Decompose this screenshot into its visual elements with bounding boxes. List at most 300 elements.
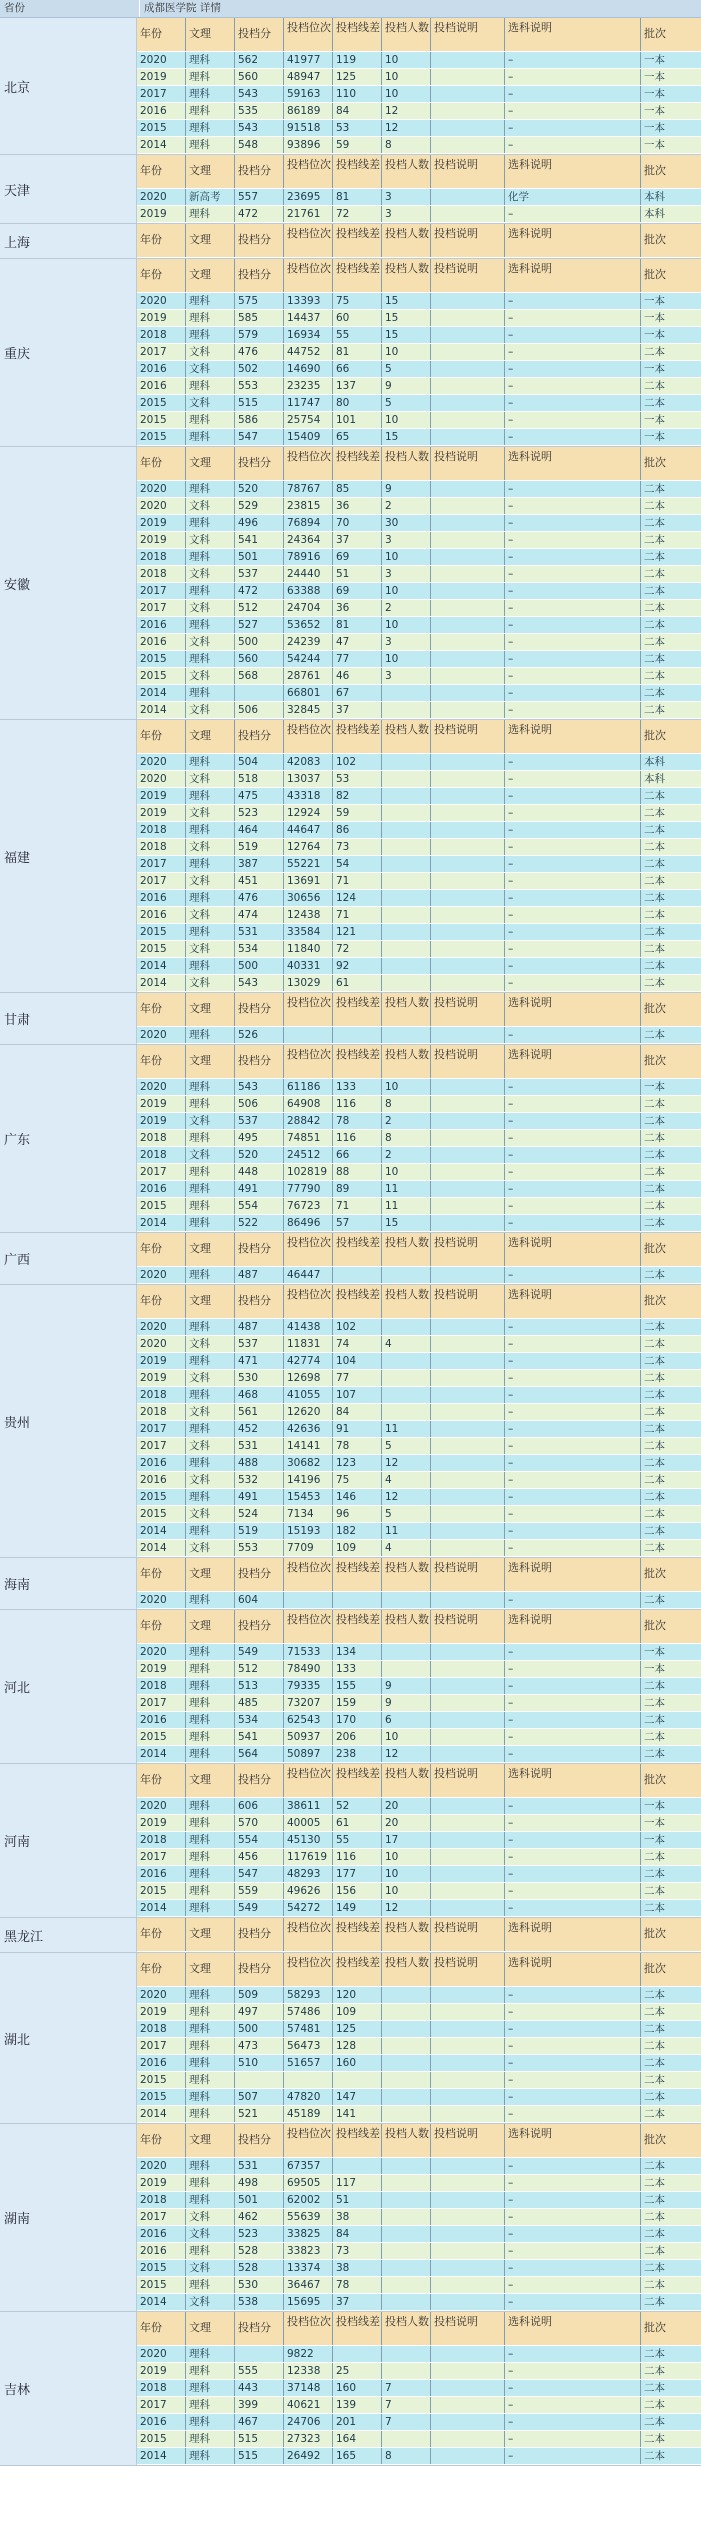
column-header: 投档说明 bbox=[431, 1918, 505, 1951]
table-row bbox=[137, 293, 701, 310]
table-cell bbox=[382, 1661, 431, 1677]
column-header: 文理 bbox=[186, 224, 235, 257]
table-cell: 462 bbox=[235, 2209, 284, 2225]
table-cell bbox=[431, 2294, 505, 2310]
table-row bbox=[137, 2414, 701, 2431]
table-cell: 543 bbox=[235, 975, 284, 991]
column-header: 投档位次 bbox=[284, 1610, 333, 1643]
table-cell: 537 bbox=[235, 1336, 284, 1352]
table-cell: 理科 bbox=[186, 856, 235, 872]
column-header: 投档位次 bbox=[284, 1045, 333, 1078]
table-cell: 24512 bbox=[284, 1147, 333, 1163]
table-cell: 149 bbox=[333, 1900, 382, 1916]
table-cell: – bbox=[505, 86, 641, 102]
table-cell: 38611 bbox=[284, 1798, 333, 1814]
province-table bbox=[137, 720, 701, 992]
table-cell: 30 bbox=[382, 515, 431, 531]
table-cell: 42636 bbox=[284, 1421, 333, 1437]
table-cell: 48947 bbox=[284, 69, 333, 85]
table-cell bbox=[235, 685, 284, 701]
table-row bbox=[137, 1113, 701, 1130]
table-cell: 理科 bbox=[186, 1695, 235, 1711]
province-table bbox=[137, 447, 701, 719]
table-cell: 二本 bbox=[644, 892, 665, 904]
table-cell: 2019 bbox=[137, 1661, 186, 1677]
table-cell: 52 bbox=[333, 1798, 382, 1814]
table-cell: 二本 bbox=[644, 1098, 665, 1110]
table-cell: 文科 bbox=[186, 941, 235, 957]
province-name: 湖北 bbox=[0, 1953, 137, 2123]
column-header: 年份 bbox=[137, 720, 186, 753]
column-header: 批次 bbox=[644, 2133, 666, 2146]
column-header: 投档人数 bbox=[382, 1953, 431, 1986]
table-cell bbox=[431, 498, 505, 514]
table-cell: 2020 bbox=[137, 1027, 186, 1043]
table-cell: – bbox=[505, 1147, 641, 1163]
table-cell: 564 bbox=[235, 1746, 284, 1762]
table-cell: – bbox=[505, 2380, 641, 2396]
province-block bbox=[0, 155, 701, 224]
table-row bbox=[137, 1438, 701, 1455]
table-cell: – bbox=[505, 2021, 641, 2037]
table-cell: 2017 bbox=[137, 856, 186, 872]
table-cell: 2015 bbox=[137, 2072, 186, 2088]
table-row bbox=[137, 1849, 701, 1866]
table-cell bbox=[431, 805, 505, 821]
detail-column-header: 成都医学院 详情 bbox=[144, 2, 221, 14]
table-cell: – bbox=[505, 1215, 641, 1231]
table-cell: 2016 bbox=[137, 1866, 186, 1882]
table-cell: – bbox=[505, 137, 641, 153]
table-cell: 10 bbox=[382, 1164, 431, 1180]
column-header: 投档位次 bbox=[284, 993, 333, 1026]
table-row bbox=[137, 873, 701, 890]
table-cell: 理科 bbox=[186, 685, 235, 701]
table-cell: 2018 bbox=[137, 1678, 186, 1694]
table-cell: 二本 bbox=[644, 1132, 665, 1144]
table-cell: 532 bbox=[235, 1472, 284, 1488]
table-cell bbox=[431, 1729, 505, 1745]
table-cell: 10 bbox=[382, 1079, 431, 1095]
column-header: 选科说明 bbox=[505, 1558, 641, 1591]
table-cell: 84 bbox=[333, 1404, 382, 1420]
table-cell: 2017 bbox=[137, 344, 186, 360]
table-cell: – bbox=[505, 1164, 641, 1180]
table-cell: 13029 bbox=[284, 975, 333, 991]
table-cell: 2014 bbox=[137, 137, 186, 153]
table-cell: – bbox=[505, 2038, 641, 2054]
table-cell: 61 bbox=[333, 975, 382, 991]
table-cell: 501 bbox=[235, 549, 284, 565]
table-cell: 77 bbox=[333, 1370, 382, 1386]
table-cell bbox=[382, 1370, 431, 1386]
table-cell: – bbox=[505, 395, 641, 411]
table-cell: 2019 bbox=[137, 1370, 186, 1386]
column-header: 批次 bbox=[644, 1294, 666, 1307]
table-cell: 文科 bbox=[186, 1404, 235, 1420]
table-cell bbox=[284, 1592, 333, 1608]
province-table bbox=[137, 224, 701, 258]
table-row bbox=[137, 907, 701, 924]
table-cell: 二本 bbox=[644, 2262, 665, 2274]
table-cell: 10 bbox=[382, 344, 431, 360]
table-cell bbox=[431, 327, 505, 343]
column-header: 批次 bbox=[644, 1054, 666, 1067]
column-header: 投档分 bbox=[235, 18, 284, 51]
table-cell bbox=[431, 395, 505, 411]
table-cell: 526 bbox=[235, 1027, 284, 1043]
column-header: 投档说明 bbox=[431, 1558, 505, 1591]
table-cell: 理科 bbox=[186, 103, 235, 119]
table-cell: – bbox=[505, 429, 641, 445]
column-header: 文理 bbox=[186, 1233, 235, 1266]
table-cell: 2015 bbox=[137, 412, 186, 428]
table-cell bbox=[431, 1130, 505, 1146]
table-cell: 理科 bbox=[186, 120, 235, 136]
table-cell: 2019 bbox=[137, 69, 186, 85]
table-cell bbox=[431, 566, 505, 582]
table-row bbox=[137, 890, 701, 907]
province-block bbox=[0, 1045, 701, 1233]
table-cell bbox=[382, 2055, 431, 2071]
table-cell: 495 bbox=[235, 1130, 284, 1146]
table-cell: 2016 bbox=[137, 890, 186, 906]
table-cell: 473 bbox=[235, 2038, 284, 2054]
table-cell: 502 bbox=[235, 361, 284, 377]
table-cell bbox=[431, 634, 505, 650]
table-cell: 55639 bbox=[284, 2209, 333, 2225]
column-header: 文理 bbox=[186, 2124, 235, 2157]
table-cell: 2014 bbox=[137, 1900, 186, 1916]
table-row bbox=[137, 1164, 701, 1181]
column-header: 投档分 bbox=[235, 2312, 284, 2345]
column-header: 投档说明 bbox=[431, 1610, 505, 1643]
table-cell: 2015 bbox=[137, 1489, 186, 1505]
province-name: 广东 bbox=[0, 1045, 137, 1232]
table-cell bbox=[382, 873, 431, 889]
table-cell: 理科 bbox=[186, 137, 235, 153]
table-cell: 二本 bbox=[644, 2450, 665, 2462]
table-cell: 54272 bbox=[284, 1900, 333, 1916]
table-cell: – bbox=[505, 293, 641, 309]
table-cell bbox=[431, 429, 505, 445]
table-cell: 549 bbox=[235, 1644, 284, 1660]
table-cell: 27323 bbox=[284, 2431, 333, 2447]
table-cell: 125 bbox=[333, 69, 382, 85]
table-cell: 69 bbox=[333, 583, 382, 599]
table-row bbox=[137, 600, 701, 617]
table-row bbox=[137, 86, 701, 103]
table-cell: 14196 bbox=[284, 1472, 333, 1488]
table-cell: 452 bbox=[235, 1421, 284, 1437]
table-cell bbox=[431, 2038, 505, 2054]
table-cell: 72 bbox=[333, 206, 382, 222]
table-cell: 2018 bbox=[137, 2380, 186, 2396]
table-cell: 12338 bbox=[284, 2363, 333, 2379]
table-cell: 二本 bbox=[644, 1440, 665, 1452]
table-cell: – bbox=[505, 344, 641, 360]
table-cell: 二本 bbox=[644, 2040, 665, 2052]
table-row bbox=[137, 1215, 701, 1232]
column-header: 批次 bbox=[644, 1242, 666, 1255]
table-cell bbox=[431, 1404, 505, 1420]
table-row bbox=[137, 1866, 701, 1883]
table-row bbox=[137, 515, 701, 532]
table-cell: 文科 bbox=[186, 1147, 235, 1163]
table-cell: 553 bbox=[235, 378, 284, 394]
table-cell bbox=[431, 361, 505, 377]
column-header: 投档说明 bbox=[431, 18, 505, 51]
table-cell bbox=[431, 2089, 505, 2105]
table-cell bbox=[382, 2294, 431, 2310]
table-cell: – bbox=[505, 1695, 641, 1711]
table-cell bbox=[382, 1387, 431, 1403]
column-header: 投档说明 bbox=[431, 1233, 505, 1266]
table-cell: 13393 bbox=[284, 293, 333, 309]
table-cell: 二本 bbox=[644, 2365, 665, 2377]
table-cell bbox=[431, 1472, 505, 1488]
province-name: 广西 bbox=[0, 1233, 137, 1284]
table-cell: 24706 bbox=[284, 2414, 333, 2430]
table-cell: 10 bbox=[382, 86, 431, 102]
table-cell: 487 bbox=[235, 1319, 284, 1335]
table-cell: 91518 bbox=[284, 120, 333, 136]
table-cell: 理科 bbox=[186, 958, 235, 974]
table-cell: 120 bbox=[333, 1987, 382, 2003]
table-cell: 124 bbox=[333, 890, 382, 906]
table-cell: 理科 bbox=[186, 2277, 235, 2293]
table-cell: 53 bbox=[333, 771, 382, 787]
table-cell: 543 bbox=[235, 120, 284, 136]
table-cell: 50937 bbox=[284, 1729, 333, 1745]
table-cell: 81 bbox=[333, 617, 382, 633]
table-cell: 一本 bbox=[644, 54, 665, 66]
table-cell bbox=[431, 2226, 505, 2242]
table-cell: 2016 bbox=[137, 2243, 186, 2259]
column-header: 投档线差 bbox=[333, 720, 382, 753]
table-row bbox=[137, 1506, 701, 1523]
table-row bbox=[137, 1404, 701, 1421]
table-cell: 理科 bbox=[186, 1079, 235, 1095]
table-cell: – bbox=[505, 69, 641, 85]
table-cell: 42083 bbox=[284, 754, 333, 770]
table-cell: – bbox=[505, 2175, 641, 2191]
table-cell: 24364 bbox=[284, 532, 333, 548]
table-cell: 2020 bbox=[137, 1319, 186, 1335]
table-cell: 63388 bbox=[284, 583, 333, 599]
table-cell: – bbox=[505, 1421, 641, 1437]
table-cell: 文科 bbox=[186, 1113, 235, 1129]
table-cell bbox=[431, 1079, 505, 1095]
table-cell: 92 bbox=[333, 958, 382, 974]
column-header-row bbox=[137, 1953, 701, 1987]
table-cell: 理科 bbox=[186, 754, 235, 770]
table-cell bbox=[333, 1267, 382, 1283]
table-cell: 520 bbox=[235, 1147, 284, 1163]
table-cell: 8 bbox=[382, 1130, 431, 1146]
table-cell: 21761 bbox=[284, 206, 333, 222]
table-cell: – bbox=[505, 1661, 641, 1677]
table-cell: 28761 bbox=[284, 668, 333, 684]
column-header: 投档人数 bbox=[382, 1558, 431, 1591]
table-cell bbox=[431, 2363, 505, 2379]
table-cell: 2018 bbox=[137, 1404, 186, 1420]
table-cell: 160 bbox=[333, 2055, 382, 2071]
table-cell: 2015 bbox=[137, 2260, 186, 2276]
table-row bbox=[137, 549, 701, 566]
table-cell: 41055 bbox=[284, 1387, 333, 1403]
table-cell: 500 bbox=[235, 958, 284, 974]
table-cell bbox=[382, 754, 431, 770]
table-cell: 12 bbox=[382, 120, 431, 136]
table-cell: 二本 bbox=[644, 670, 665, 682]
table-row bbox=[137, 1319, 701, 1336]
table-cell: 二本 bbox=[644, 397, 665, 409]
table-cell: 44647 bbox=[284, 822, 333, 838]
column-header: 选科说明 bbox=[505, 259, 641, 292]
table-row bbox=[137, 2243, 701, 2260]
table-row bbox=[137, 958, 701, 975]
table-cell: 23235 bbox=[284, 378, 333, 394]
table-cell: 586 bbox=[235, 412, 284, 428]
table-row bbox=[137, 344, 701, 361]
table-cell: 73 bbox=[333, 2243, 382, 2259]
column-header: 投档线差 bbox=[333, 1918, 382, 1951]
table-cell: 78916 bbox=[284, 549, 333, 565]
table-cell: – bbox=[505, 2089, 641, 2105]
table-cell: 10 bbox=[382, 617, 431, 633]
table-cell: 82 bbox=[333, 788, 382, 804]
table-cell: 一本 bbox=[644, 122, 665, 134]
column-header: 投档线差 bbox=[333, 1045, 382, 1078]
table-cell: 理科 bbox=[186, 206, 235, 222]
table-cell: 文科 bbox=[186, 668, 235, 684]
table-cell: 523 bbox=[235, 805, 284, 821]
table-row bbox=[137, 1798, 701, 1815]
table-cell: 2017 bbox=[137, 86, 186, 102]
table-cell: – bbox=[505, 958, 641, 974]
table-cell bbox=[431, 481, 505, 497]
column-header: 投档位次 bbox=[284, 1764, 333, 1797]
table-cell: 2014 bbox=[137, 1746, 186, 1762]
table-cell bbox=[382, 788, 431, 804]
table-cell bbox=[431, 2380, 505, 2396]
province-list bbox=[0, 18, 701, 2466]
table-cell: 40331 bbox=[284, 958, 333, 974]
table-cell: 12620 bbox=[284, 1404, 333, 1420]
column-header: 投档线差 bbox=[333, 155, 382, 188]
table-cell: 文科 bbox=[186, 2226, 235, 2242]
province-table bbox=[137, 1610, 701, 1763]
column-header: 选科说明 bbox=[505, 1045, 641, 1078]
column-header: 批次 bbox=[644, 1619, 666, 1632]
table-cell: 13691 bbox=[284, 873, 333, 889]
column-header: 投档分 bbox=[235, 1233, 284, 1266]
table-cell: 45189 bbox=[284, 2106, 333, 2122]
table-cell bbox=[382, 890, 431, 906]
province-block bbox=[0, 2312, 701, 2466]
table-cell: 7134 bbox=[284, 1506, 333, 1522]
table-cell bbox=[382, 2158, 431, 2174]
table-row bbox=[137, 412, 701, 429]
table-cell: 12 bbox=[382, 1900, 431, 1916]
column-header: 选科说明 bbox=[505, 18, 641, 51]
column-header: 选科说明 bbox=[505, 993, 641, 1026]
table-cell: – bbox=[505, 1353, 641, 1369]
table-cell: 3 bbox=[382, 668, 431, 684]
table-cell: – bbox=[505, 481, 641, 497]
table-cell: 7709 bbox=[284, 1540, 333, 1556]
table-cell: 二本 bbox=[644, 2057, 665, 2069]
table-cell: 2015 bbox=[137, 651, 186, 667]
table-cell: 86 bbox=[333, 822, 382, 838]
table-cell: 理科 bbox=[186, 549, 235, 565]
column-header: 批次 bbox=[644, 233, 666, 246]
table-cell: 73 bbox=[333, 839, 382, 855]
table-row bbox=[137, 754, 701, 771]
table-cell: – bbox=[505, 206, 641, 222]
table-cell: 一本 bbox=[644, 71, 665, 83]
table-cell bbox=[382, 856, 431, 872]
table-cell bbox=[431, 1849, 505, 1865]
table-cell: – bbox=[505, 1404, 641, 1420]
column-header: 批次 bbox=[644, 729, 666, 742]
column-header: 批次 bbox=[644, 164, 666, 177]
table-row bbox=[137, 1147, 701, 1164]
table-cell: 102 bbox=[333, 1319, 382, 1335]
table-cell: 二本 bbox=[644, 1321, 665, 1333]
table-cell bbox=[431, 2209, 505, 2225]
table-cell: 文科 bbox=[186, 600, 235, 616]
table-cell: 12 bbox=[382, 1455, 431, 1471]
table-cell bbox=[431, 2175, 505, 2191]
province-table bbox=[137, 1045, 701, 1232]
table-cell: 38 bbox=[333, 2209, 382, 2225]
table-row bbox=[137, 1267, 701, 1284]
table-cell: 2020 bbox=[137, 52, 186, 68]
table-row bbox=[137, 481, 701, 498]
table-cell: 14437 bbox=[284, 310, 333, 326]
table-cell: 543 bbox=[235, 1079, 284, 1095]
table-cell bbox=[431, 69, 505, 85]
table-cell: 理科 bbox=[186, 1421, 235, 1437]
table-cell: 理科 bbox=[186, 1096, 235, 1112]
table-cell: 2016 bbox=[137, 2055, 186, 2071]
table-cell: – bbox=[505, 2243, 641, 2259]
table-cell: 41977 bbox=[284, 52, 333, 68]
table-cell: 74 bbox=[333, 1336, 382, 1352]
table-cell bbox=[431, 1540, 505, 1556]
table-cell: 理科 bbox=[186, 924, 235, 940]
table-cell bbox=[431, 2021, 505, 2037]
table-cell: 17 bbox=[382, 1832, 431, 1848]
table-cell: 一本 bbox=[644, 1081, 665, 1093]
table-cell bbox=[382, 805, 431, 821]
table-cell bbox=[382, 2021, 431, 2037]
table-cell: 文科 bbox=[186, 873, 235, 889]
table-cell: 448 bbox=[235, 1164, 284, 1180]
table-cell: 26492 bbox=[284, 2448, 333, 2464]
table-cell: 二本 bbox=[644, 1200, 665, 1212]
table-cell: 二本 bbox=[644, 909, 665, 921]
column-header: 投档人数 bbox=[382, 1045, 431, 1078]
table-cell: 二本 bbox=[644, 483, 665, 495]
column-header: 投档位次 bbox=[284, 1953, 333, 1986]
table-cell: 文科 bbox=[186, 907, 235, 923]
column-header: 批次 bbox=[644, 268, 666, 281]
table-cell: 理科 bbox=[186, 1661, 235, 1677]
column-header: 投档分 bbox=[235, 993, 284, 1026]
